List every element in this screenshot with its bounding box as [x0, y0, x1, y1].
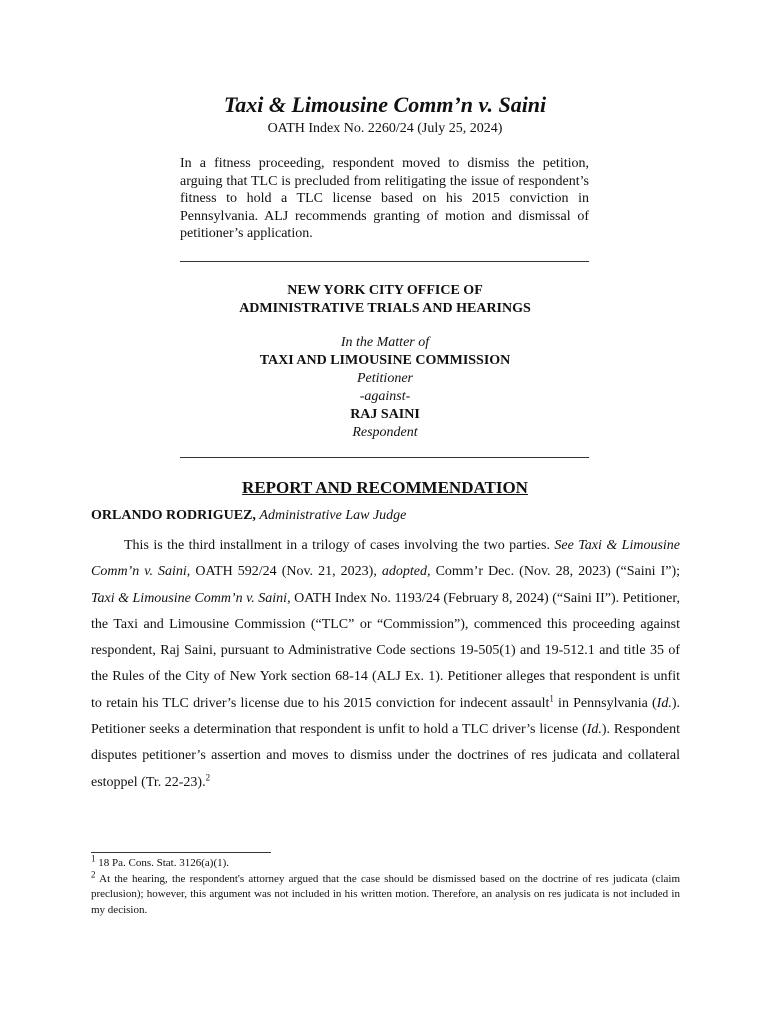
footnote-1-text: 18 Pa. Cons. Stat. 3126(a)(1).	[95, 857, 230, 869]
body-text-1: This is the third installment in a trilogy of cases involving the two parties.	[124, 538, 550, 553]
respondent-name: RAJ SAINI	[350, 407, 420, 422]
footnote-2-text: At the hearing, the respondent's attorney argued that the case should be dismissed based on the doctrine of res judicata (claim preclusion); however, this argument was not included in his written motion. Therefore, an analysis on res judicata is not included in my decision.	[91, 872, 680, 916]
report-heading: REPORT AND RECOMMENDATION	[242, 478, 528, 497]
case-title: Taxi & Limousine Comm’n v. Saini	[223, 92, 547, 117]
body-adopted: adopted	[381, 564, 428, 580]
in-the-matter: In the Matter of	[340, 335, 430, 350]
case-summary: In a fitness proceeding, respondent moved to dismiss the petition, arguing that TLC is precluded from relitigating the issue of respondent’s fitness to hold a TLC license based on his 2015 conviction in Pennsylvania. ALJ recommends granting of motion and dismissal of petitioner’s application.	[180, 156, 589, 242]
footnote-1-number: 1	[91, 853, 96, 864]
footnote-2	[91, 868, 680, 919]
body-id-1: Id.	[656, 695, 672, 711]
judge-line	[91, 508, 406, 524]
footnote-divider	[91, 852, 271, 853]
body-cite-3: in Pennsylvania (	[553, 695, 657, 711]
petitioner-role: Petitioner	[357, 371, 413, 386]
body-cite-2: , OATH Index No. 1193/24 (February 8, 2024) (“Saini II”). Petitioner, the Taxi and Limousine Commission (“TLC” or “Commission”), commenced this proceeding against respondent, Raj Saini, pursuant to Administrative Code sections 19-505(1) and 19-512.1 and title 35 of the Rules of the City of New York section 68-14 (ALJ Ex. 1). Petitioner alleges that respondent is unfit to retain his TLC driver’s license due to his 2015 conviction for indecent assault	[91, 590, 680, 711]
footnotes	[91, 853, 680, 918]
against-label: -against-	[359, 389, 411, 404]
respondent-role: Respondent	[352, 425, 418, 440]
judge-name: ORLANDO RODRIGUEZ,	[91, 508, 256, 523]
body-cite-4: ). Petitioner seeks a determination that respondent is unfit to hold a TLC driver’s license (	[91, 695, 680, 738]
body-case-2: Taxi & Limousine Comm’n v. Saini	[91, 590, 288, 606]
judge-role: Administrative Law Judge	[259, 508, 407, 523]
court-line-2: ADMINISTRATIVE TRIALS AND HEARINGS	[239, 301, 531, 316]
footnote-1	[91, 853, 680, 872]
footnote-ref-1[interactable]: 1	[549, 693, 554, 704]
body-see-citation: See Taxi & Limousine Comm’n v. Saini,	[91, 538, 681, 580]
case-caption	[0, 334, 770, 442]
footnote-2-number: 2	[91, 868, 96, 879]
court-line-1: NEW YORK CITY OFFICE OF	[287, 283, 483, 298]
case-index: OATH Index No. 2260/24 (July 25, 2024)	[267, 121, 503, 136]
footnote-ref-2[interactable]: 2	[205, 772, 211, 783]
body-cite-1b: , Comm’r Dec. (Nov. 28, 2023) (“Saini I”);	[427, 564, 681, 580]
body-cite-5: ). Respondent disputes petitioner’s assertion and moves to dismiss under the doctrines of res judicata and collateral estoppel (Tr. 22-23).	[91, 722, 680, 790]
body-paragraph	[91, 533, 680, 796]
divider-bottom	[180, 457, 589, 458]
petitioner-name: TAXI AND LIMOUSINE COMMISSION	[259, 353, 511, 368]
body-cite-1: OATH 592/24 (Nov. 21, 2023),	[195, 564, 377, 580]
body-id-2: Id.	[586, 722, 602, 738]
court-name	[0, 282, 770, 318]
divider-top	[180, 261, 589, 262]
